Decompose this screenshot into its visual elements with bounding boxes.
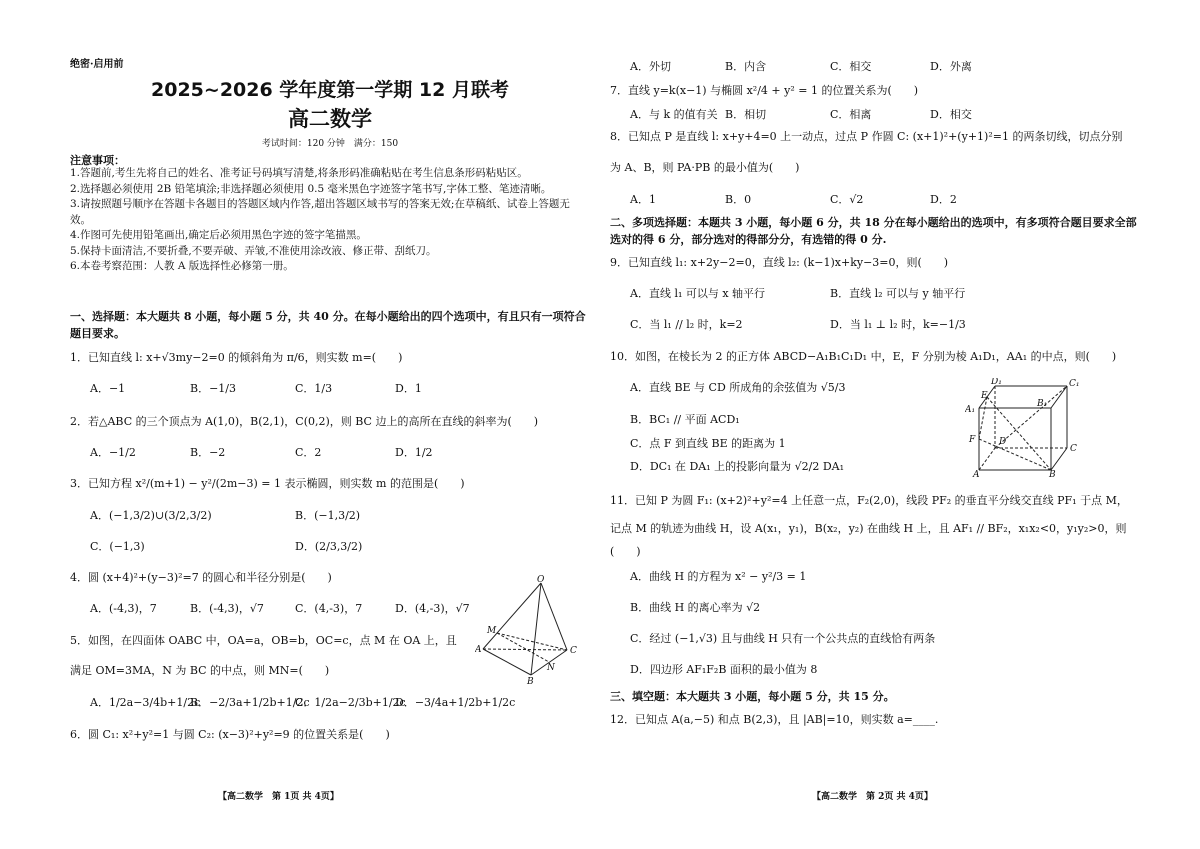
q10-option-a: A．直线 BE 与 CD 所成角的余弦值为 √5/3 [630,381,846,394]
question-10: 10．如图，在棱长为 2 的正方体 ABCD−A₁B₁C₁D₁ 中，E，F 分别为棱 A₁D₁，AA₁ 的中点，则( ) [610,350,1117,363]
q7-option-b: B．相切 [725,108,767,121]
label-b: B [527,677,534,685]
label-b: B [1049,470,1056,478]
q11-option-a: A．曲线 H 的方程为 x² − y²/3 = 1 [630,570,807,583]
question-11-line2: 记点 M 的轨迹为曲线 H，设 A(x₁，y₁)，B(x₂，y₂) 在曲线 H 上，且 AF₁ // BF₂，x₁x₂<0，y₁y₂>0，则 [610,522,1127,535]
note-item: 5.保持卡面清洁,不要折叠,不要弄破、弄皱,不准使用涂改液、修正带、刮纸刀。 [70,244,437,257]
label-d1: D₁ [991,378,1002,387]
q4-option-b: B．(-4,3)，√7 [190,602,264,615]
exam-time-info: 考试时间：120 分钟 满分：150 [261,139,399,149]
q10-option-c: C．点 F 到直线 BE 的距离为 1 [630,437,786,450]
edge-ab [483,649,531,675]
question-7: 7．直线 y=k(x−1) 与椭圆 x²/4 + y² = 1 的位置关系为( ) [610,84,919,97]
q2-option-a: A．−1/2 [90,446,136,459]
q8-option-b: B．0 [725,193,752,206]
q4-option-a: A．(-4,3)，7 [90,602,157,615]
q7-option-d: D．相交 [930,108,972,121]
q6-option-c: C．相交 [830,60,872,73]
q10-option-b: B．BC₁ // 平面 ACD₁ [630,413,740,426]
notes-list [70,166,590,275]
q7-option-c: C．相离 [830,108,872,121]
exam-title: 2025~2026 学年度第一学期 12 月联考 [151,79,509,101]
q11-option-d: D．四边形 AF₁F₂B 面积的最小值为 8 [630,663,818,676]
q5-option-c: C．1/2a−2/3b+1/2c [295,696,406,709]
page-footer-1: 【高二数学 第 1页 共 4页】 [218,792,339,802]
question-4: 4．圆 (x+4)²+(y−3)²=7 的圆心和半径分别是( ) [70,571,332,584]
note-item: 4.作图可先使用铅笔画出,确定后必须用黑色字迹的签字笔描黑。 [70,229,367,241]
edge [1051,386,1067,408]
hidden-edge [979,448,995,470]
q8-option-c: C．√2 [830,193,864,206]
q9-option-a: A．直线 l₁ 可以与 x 轴平行 [630,287,766,300]
q3-option-d: D．(2/3,3/2) [295,540,363,553]
q5-option-b: B．−2/3a+1/2b+1/2c [190,696,310,709]
question-3: 3．已知方程 x²/(m+1) − y²/(2m−3) = 1 表示椭圆，则实数 m 的范围是( ) [70,477,465,490]
q7-option-a: A．与 k 的值有关 [630,108,718,121]
confidential-label: 绝密·启用前 [70,59,124,70]
q1-option-a: A．−1 [90,382,126,395]
q2-option-b: B．−2 [190,446,226,459]
label-e: E [981,391,988,401]
label-d: D [999,437,1007,447]
note-item: 2.选择题必须使用 2B 铅笔填涂;非选择题必须使用 0.5 毫米黑色字迹签字笔书写,字体工整、笔迹清晰。 [70,182,552,195]
segment-mn [497,633,549,662]
label-a1: A₁ [965,405,976,415]
q1-option-c: C．1/3 [295,382,333,395]
tetrahedron-figure [475,575,590,685]
q8-option-a: A．1 [630,193,656,206]
label-c: C [1070,444,1077,454]
q9-option-d: D．当 l₁ ⊥ l₂ 时，k=−1/3 [830,318,966,331]
q4-option-d: D．(4,-3)，√7 [395,602,470,615]
section1-heading: 一、选择题：本大题共 8 小题，每小题 5 分，共 40 分。在每小题给出的四个选项中，有且只有一项符合题目要求。 [70,310,586,340]
section2-heading: 二、多项选择题：本题共 3 小题，每小题 6 分，共 18 分在每小题给出的选项中，有多项符合题目要求全部选对的得 6 分，部分选对的得部分分，有选错的得 0 分. [610,216,1137,246]
q1-option-d: D．1 [395,382,422,395]
question-1: 1．已知直线 l: x+√3my−2=0 的倾斜角为 π/6，则实数 m=( ) [70,351,403,364]
q10-option-d: D．DC₁ 在 DA₁ 上的投影向量为 √2/2 DA₁ [630,460,845,473]
subject-title: 高二数学 [288,107,372,131]
label-m: M [487,626,497,636]
label-f: F [969,435,976,445]
notes-heading: 注意事项： [70,154,125,167]
segment-mc [497,633,567,650]
page-footer-2: 【高二数学 第 2页 共 4页】 [812,792,933,802]
label-c1: C₁ [1069,379,1080,389]
question-12: 12．已知点 A(a,−5) 和点 B(2,3)，且 |AB|=10，则实数 a=____. [610,713,939,726]
edge-oc [541,583,567,650]
q2-option-d: D．1/2 [395,446,433,459]
q1-option-b: B．−1/3 [190,382,237,395]
question-2: 2．若△ABC 的三个顶点为 A(1,0)，B(2,1)，C(0,2)，则 BC 边上的高所在直线的斜率为( ) [70,415,539,428]
segment-fb [979,439,1051,470]
edge-ob [531,583,541,675]
q6-option-b: B．内含 [725,60,767,73]
note-item: 3.请按照题号顺序在答题卡各题目的答题区域内作答,超出答题区域书写的答案无效;在草稿纸、试卷上答题无效。 [70,198,570,226]
label-n: N [547,663,555,673]
question-8-line2: 为 A、B，则 PA·PB 的最小值为( ) [610,161,800,174]
q8-option-d: D．2 [930,193,957,206]
label-o: O [537,575,545,585]
question-9: 9．已知直线 l₁: x+2y−2=0，直线 l₂: (k−1)x+ky−3=0，则( ) [610,256,949,269]
q9-option-b: B．直线 l₂ 可以与 y 轴平行 [830,287,966,300]
note-item: 1.答题前,考生先将自己的姓名、准考证号码填写清楚,将条形码准确粘贴在考生信息条形码粘贴区。 [70,167,528,179]
label-b1: B₁ [1037,399,1048,409]
edge-oa [483,583,541,649]
label-a: A [973,470,980,478]
question-6: 6．圆 C₁: x²+y²=1 与圆 C₂: (x−3)²+y²=9 的位置关系是( ) [70,728,390,741]
q3-option-c: C．(−1,3) [90,540,145,553]
q4-option-c: C．(4,-3)，7 [295,602,363,615]
cube-figure [965,378,1095,478]
question-11-line1: 11．已知 P 为圆 F₁: (x+2)²+y²=4 上任意一点，F₂(2,0)，线段 PF₂ 的垂直平分线交直线 PF₁ 于点 M， [610,494,1128,507]
q6-option-d: D．外离 [930,60,972,73]
q6-option-a: A．外切 [630,60,671,73]
question-5-line1: 5．如图，在四面体 OABC 中，OA=a，OB=b，OC=c，点 M 在 OA 上，且 [70,634,457,647]
q11-option-c: C．经过 (−1,√3) 且与曲线 H 只有一个公共点的直线恰有两条 [630,632,936,645]
question-5-line2: 满足 OM=3MA，N 为 BC 的中点，则 MN=( ) [70,664,330,677]
question-11-line3: ( ) [610,545,641,558]
label-a: A [475,645,482,655]
question-8-line1: 8．已知点 P 是直线 l: x+y+4=0 上一动点，过点 P 作圆 C: (x+1)²+(y+1)²=1 的两条切线，切点分别 [610,130,1123,143]
q5-option-a: A．1/2a−3/4b+1/2c [90,696,201,709]
note-item: 6.本卷考察范围：人教 A 版选择性必修第一册。 [70,260,294,272]
q5-option-d: D．−3/4a+1/2b+1/2c [395,696,516,709]
q11-option-b: B．曲线 H 的离心率为 √2 [630,601,761,614]
label-c: C [570,646,577,656]
edge [1051,448,1067,470]
q2-option-c: C．2 [295,446,322,459]
q9-option-c: C．当 l₁ // l₂ 时，k=2 [630,318,743,331]
q3-option-a: A．(−1,3/2)∪(3/2,3/2) [90,509,212,522]
section3-heading: 三、填空题：本大题共 3 小题，每小题 5 分，共 15 分。 [610,690,895,703]
q3-option-b: B．(−1,3/2) [295,509,361,522]
